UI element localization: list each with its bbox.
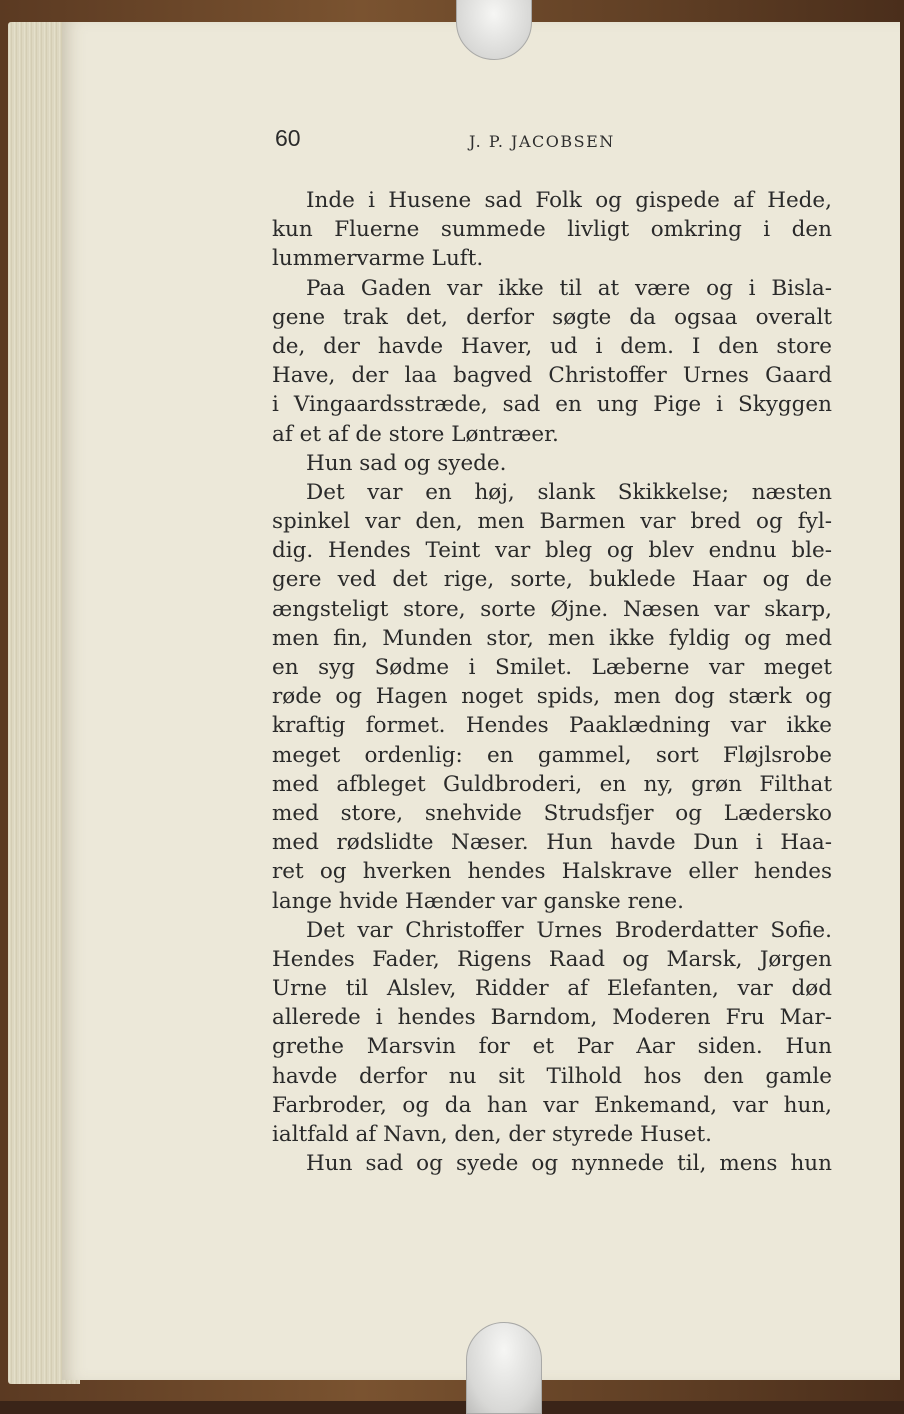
text-line: lange hvide Hænder var ganske rene. [272,888,684,914]
text-line: ret og hverken hendes Halskrave eller hendes [272,859,832,885]
text-line: Have, der laa bagved Christoffer Urnes Gaard [272,363,832,389]
text-line: gene trak det, derfor søgte da ogsaa overalt [272,304,832,330]
text-line: kun Fluerne summede livligt omkring i den [272,217,832,243]
text-line: allerede i hendes Barndom, Moderen Fru Mar- [272,1005,832,1031]
text-line: men fin, Munden stor, men ikke fyldig og med [272,625,832,651]
running-head: J. P. JACOBSEN [469,132,615,151]
text-line: lummervarme Luft. [272,246,484,272]
text-line: havde derfor nu sit Tilhold hos den gamle [272,1063,832,1089]
text-line: Urne til Alslev, Ridder af Elefanten, var død [272,976,832,1002]
text-line: grethe Marsvin for et Par Aar siden. Hun [272,1034,832,1060]
text-line: røde og Hagen noget spids, men dog stærk og [272,684,832,710]
text-line: med store, snehvide Strudsfjer og Lædersko [272,800,832,826]
text-line: Farbroder, og da han var Enkemand, var hun, [272,1092,832,1118]
body-text [272,186,832,1178]
text-line: med rødslidte Næser. Hun havde Dun i Haa- [272,830,832,856]
text-line: Inde i Husene sad Folk og gispede af Hede, [306,188,832,213]
text-line: meget ordenlig: en gammel, sort Fløjlsrobe [272,742,832,768]
text-line: Hun sad og syede. [306,450,507,476]
text-line: spinkel var den, men Barmen var bred og fyl- [272,509,832,535]
text-line: i Vingaardsstræde, sad en ung Pige i Skyggen [272,392,832,418]
text-line: Det var Christoffer Urnes Broderdatter Sofie. [306,917,832,943]
text-line: Paa Gaden var ikke til at være og i Bisla- [306,275,832,301]
text-line: Hun sad og syede og nynnede til, mens hun [306,1151,832,1177]
text-line: dig. Hendes Teint var bleg og blev endnu ble- [272,538,832,564]
page-number: 60 [275,125,301,151]
text-line: en syg Sødme i Smilet. Læberne var meget [272,655,832,680]
text-line: ialtfald af Navn, den, der styrede Huset. [272,1122,712,1147]
text-line: Hendes Fader, Rigens Raad og Marsk, Jørgen [272,946,832,972]
text-line: med afbleget Guldbroderi, en ny, grøn Filthat [272,771,832,797]
bottom-page-clip [466,1322,542,1414]
text-line: gere ved det rige, sorte, buklede Haar og de [272,567,832,593]
text-line: kraftig formet. Hendes Paaklædning var ikke [272,713,832,739]
text-line: ængsteligt store, sorte Øjne. Næsen var skarp, [272,596,832,622]
text-line: de, der havde Haver, ud i dem. I den store [272,333,832,359]
text-line: Det var en høj, slank Skikkelse; næsten [306,479,832,505]
text-line: af et af de store Løntræer. [272,421,559,447]
page-header [275,125,835,159]
